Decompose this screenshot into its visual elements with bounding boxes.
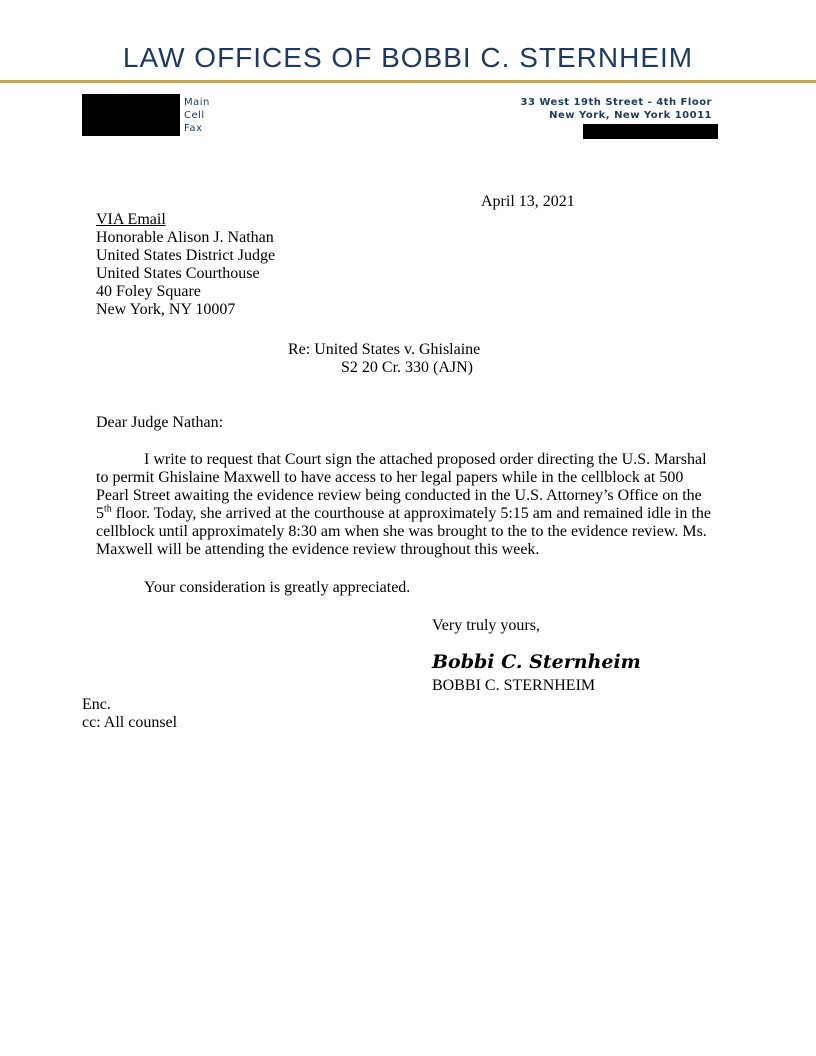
body-line: to permit Ghislaine Maxwell to have access to her legal papers while in the cellblock at 500 <box>96 469 684 486</box>
redacted-phone-numbers <box>82 94 180 136</box>
re-line-2: S2 20 Cr. 330 (AJN) <box>341 359 474 376</box>
recipient-line: United States Courthouse <box>96 265 260 282</box>
address-line-1: 33 West 19th Street - 4th Floor <box>520 97 712 108</box>
body-paragraph-2: Your consideration is greatly appreciated. <box>144 579 411 596</box>
delivery-method: VIA Email <box>96 211 166 228</box>
recipient-line: United States District Judge <box>96 247 276 264</box>
recipient-line: New York, NY 10007 <box>96 301 236 318</box>
signer-name: BOBBI C. STERNHEIM <box>432 677 596 694</box>
valediction: Very truly yours, <box>432 617 540 634</box>
body-line: Maxwell will be attending the evidence review throughout this week. <box>96 541 540 558</box>
address-line-2: New York, New York 10011 <box>549 110 712 121</box>
cc-note: cc: All counsel <box>82 714 178 731</box>
re-line-1: Re: United States v. Ghislaine <box>288 341 481 358</box>
body-line: Pearl Street awaiting the evidence review being conducted in the U.S. Attorney’s Office on the <box>96 487 702 504</box>
handwritten-signature: Bobbi C. Sternheim <box>432 651 641 673</box>
phone-label-cell: Cell <box>184 110 205 121</box>
phone-labels <box>184 96 210 135</box>
firm-address <box>520 96 712 122</box>
redacted-contact <box>583 124 718 139</box>
body-line <box>96 505 711 523</box>
firm-name-logo: LAW OFFICES OF BOBBI C. STERNHEIM <box>122 42 694 73</box>
body-line-rest: floor. Today, she arrived at the courthouse at approximately 5:15 am and remained idle in the <box>111 505 711 522</box>
body-paragraph-1 <box>96 451 711 559</box>
recipient-line: Honorable Alison J. Nathan <box>96 229 274 246</box>
phone-label-main: Main <box>184 97 210 108</box>
phone-label-fax: Fax <box>184 123 203 134</box>
recipient-line: 40 Foley Square <box>96 283 201 300</box>
header-divider <box>0 80 816 83</box>
floor-number: 5 <box>96 505 104 522</box>
body-line: I write to request that Court sign the attached proposed order directing the U.S. Marshal <box>144 451 707 468</box>
letter-date: April 13, 2021 <box>481 193 575 210</box>
salutation: Dear Judge Nathan: <box>96 414 224 431</box>
body-line: cellblock until approximately 8:30 am when she was brought to the to the evidence review. Ms. <box>96 523 707 540</box>
recipient-block <box>96 211 275 319</box>
ordinal-suffix: th <box>104 503 112 515</box>
enclosure-note: Enc. <box>82 696 111 713</box>
